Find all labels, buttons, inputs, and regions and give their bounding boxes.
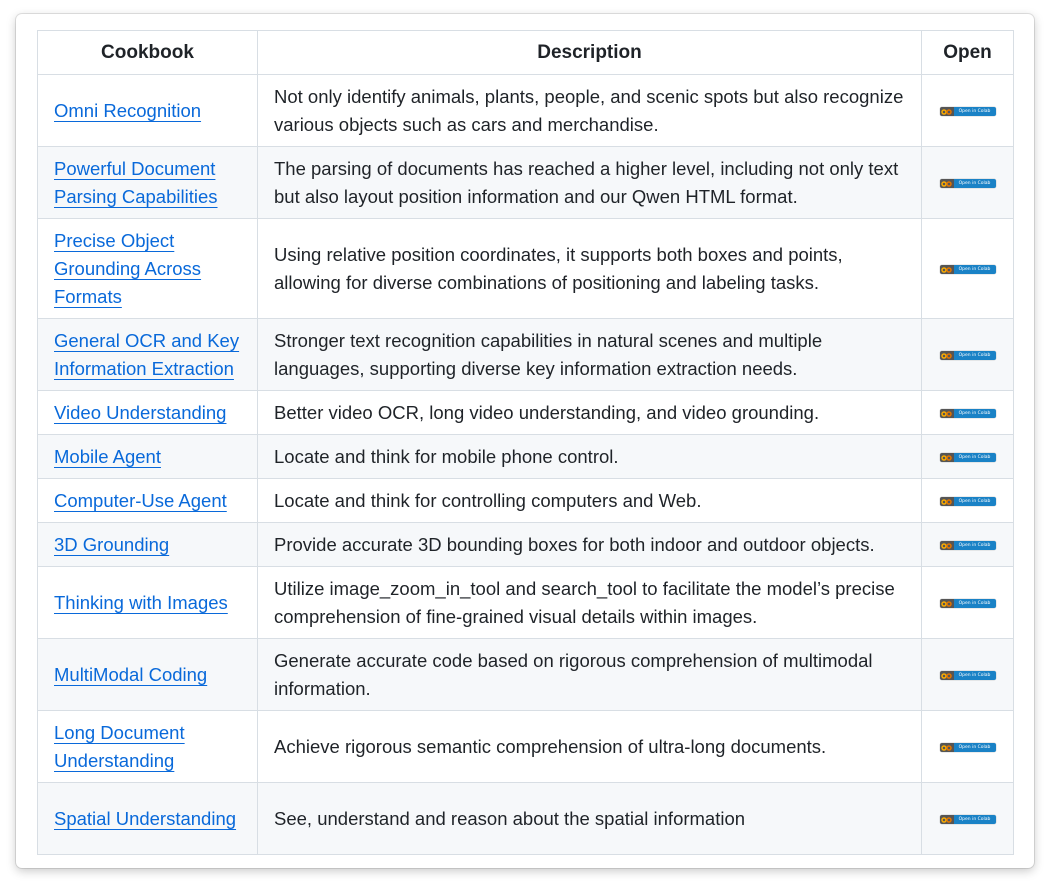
colab-logo-icon [940,351,954,360]
description-cell: Utilize image_zoom_in_tool and search_tool to facilitate the model’s precise comprehension of fine-grained visual details within images. [258,567,922,639]
cookbook-cell [38,435,258,479]
open-in-colab-label: Open in Colab [954,497,996,506]
cookbook-cell [38,783,258,855]
cookbook-link-general-ocr[interactable]: General OCR and Key Information Extraction [54,329,240,379]
cookbook-cell [38,391,258,435]
description-cell: Using relative position coordinates, it supports both boxes and points, allowing for diverse combinations of positioning and labeling tasks. [258,219,922,319]
colab-logo-icon [940,743,954,752]
colab-logo-icon [940,671,954,680]
cookbook-cell [38,479,258,523]
cookbook-link-video-understanding[interactable]: Video Understanding [54,401,227,423]
open-in-colab-badge[interactable] [940,541,996,550]
cookbook-table [37,30,1014,855]
table-row [38,639,1014,711]
open-cell [922,479,1014,523]
open-in-colab-label: Open in Colab [954,671,996,680]
open-cell [922,147,1014,219]
colab-logo-icon [940,107,954,116]
table-header-row [38,31,1014,75]
colab-logo-icon [940,179,954,188]
open-in-colab-badge[interactable] [940,409,996,418]
cookbook-link-3d-grounding[interactable]: 3D Grounding [54,533,170,555]
cookbook-cell [38,711,258,783]
table-row [38,147,1014,219]
open-in-colab-label: Open in Colab [954,743,996,752]
open-cell [922,75,1014,147]
cookbook-link-multimodal-coding[interactable]: MultiModal Coding [54,663,208,685]
colab-logo-icon [940,409,954,418]
cookbook-cell [38,567,258,639]
cookbook-cell [38,319,258,391]
table-row [38,391,1014,435]
cookbook-cell [38,639,258,711]
open-cell [922,435,1014,479]
description-cell: See, understand and reason about the spatial information [258,783,922,855]
open-in-colab-label: Open in Colab [954,351,996,360]
open-in-colab-label: Open in Colab [954,815,996,824]
table-row [38,783,1014,855]
table-row [38,75,1014,147]
table-row [38,319,1014,391]
cookbook-link-mobile-agent[interactable]: Mobile Agent [54,445,161,467]
open-in-colab-label: Open in Colab [954,453,996,462]
screenshot-card [16,14,1034,868]
open-in-colab-badge[interactable] [940,107,996,116]
open-in-colab-badge[interactable] [940,265,996,274]
open-cell [922,639,1014,711]
table-row [38,523,1014,567]
open-in-colab-badge[interactable] [940,815,996,824]
header-open: Open [922,31,1014,75]
open-cell [922,567,1014,639]
colab-logo-icon [940,599,954,608]
description-cell: Locate and think for mobile phone control. [258,435,922,479]
description-cell: Achieve rigorous semantic comprehension of ultra-long documents. [258,711,922,783]
cookbook-cell [38,75,258,147]
open-in-colab-badge[interactable] [940,497,996,506]
open-in-colab-label: Open in Colab [954,179,996,188]
table-row [38,711,1014,783]
colab-logo-icon [940,453,954,462]
cookbook-cell [38,219,258,319]
open-in-colab-label: Open in Colab [954,409,996,418]
open-cell [922,523,1014,567]
cookbook-cell [38,147,258,219]
cookbook-cell [38,523,258,567]
description-cell: Stronger text recognition capabilities in natural scenes and multiple languages, supporting diverse key information extraction needs. [258,319,922,391]
table-row [38,567,1014,639]
colab-logo-icon [940,815,954,824]
open-in-colab-label: Open in Colab [954,541,996,550]
cookbook-link-document-parsing[interactable]: Powerful Document Parsing Capabilities [54,157,218,207]
table-row [38,219,1014,319]
description-cell: Better video OCR, long video understanding, and video grounding. [258,391,922,435]
open-in-colab-label: Open in Colab [954,265,996,274]
table-row [38,435,1014,479]
open-in-colab-badge[interactable] [940,599,996,608]
colab-logo-icon [940,265,954,274]
open-cell [922,319,1014,391]
colab-logo-icon [940,497,954,506]
header-cookbook: Cookbook [38,31,258,75]
open-cell [922,391,1014,435]
cookbook-link-long-document[interactable]: Long Document Understanding [54,721,185,771]
description-cell: The parsing of documents has reached a higher level, including not only text but also layout position information and our Qwen HTML format. [258,147,922,219]
open-cell [922,219,1014,319]
description-cell: Not only identify animals, plants, people, and scenic spots but also recognize various objects such as cars and merchandise. [258,75,922,147]
open-in-colab-label: Open in Colab [954,599,996,608]
description-cell: Generate accurate code based on rigorous comprehension of multimodal information. [258,639,922,711]
open-in-colab-badge[interactable] [940,743,996,752]
cookbook-link-thinking-with-images[interactable]: Thinking with Images [54,591,228,613]
header-description: Description [258,31,922,75]
open-cell [922,711,1014,783]
cookbook-link-omni-recognition[interactable]: Omni Recognition [54,99,202,121]
open-in-colab-badge[interactable] [940,453,996,462]
cookbook-link-computer-use-agent[interactable]: Computer-Use Agent [54,489,227,511]
cookbook-link-object-grounding[interactable]: Precise Object Grounding Across Formats [54,229,202,307]
description-cell: Locate and think for controlling computers and Web. [258,479,922,523]
open-in-colab-label: Open in Colab [954,107,996,116]
open-in-colab-badge[interactable] [940,179,996,188]
description-cell: Provide accurate 3D bounding boxes for both indoor and outdoor objects. [258,523,922,567]
colab-logo-icon [940,541,954,550]
table-row [38,479,1014,523]
open-cell [922,783,1014,855]
open-in-colab-badge[interactable] [940,351,996,360]
open-in-colab-badge[interactable] [940,671,996,680]
cookbook-link-spatial-understanding[interactable]: Spatial Understanding [54,807,237,829]
